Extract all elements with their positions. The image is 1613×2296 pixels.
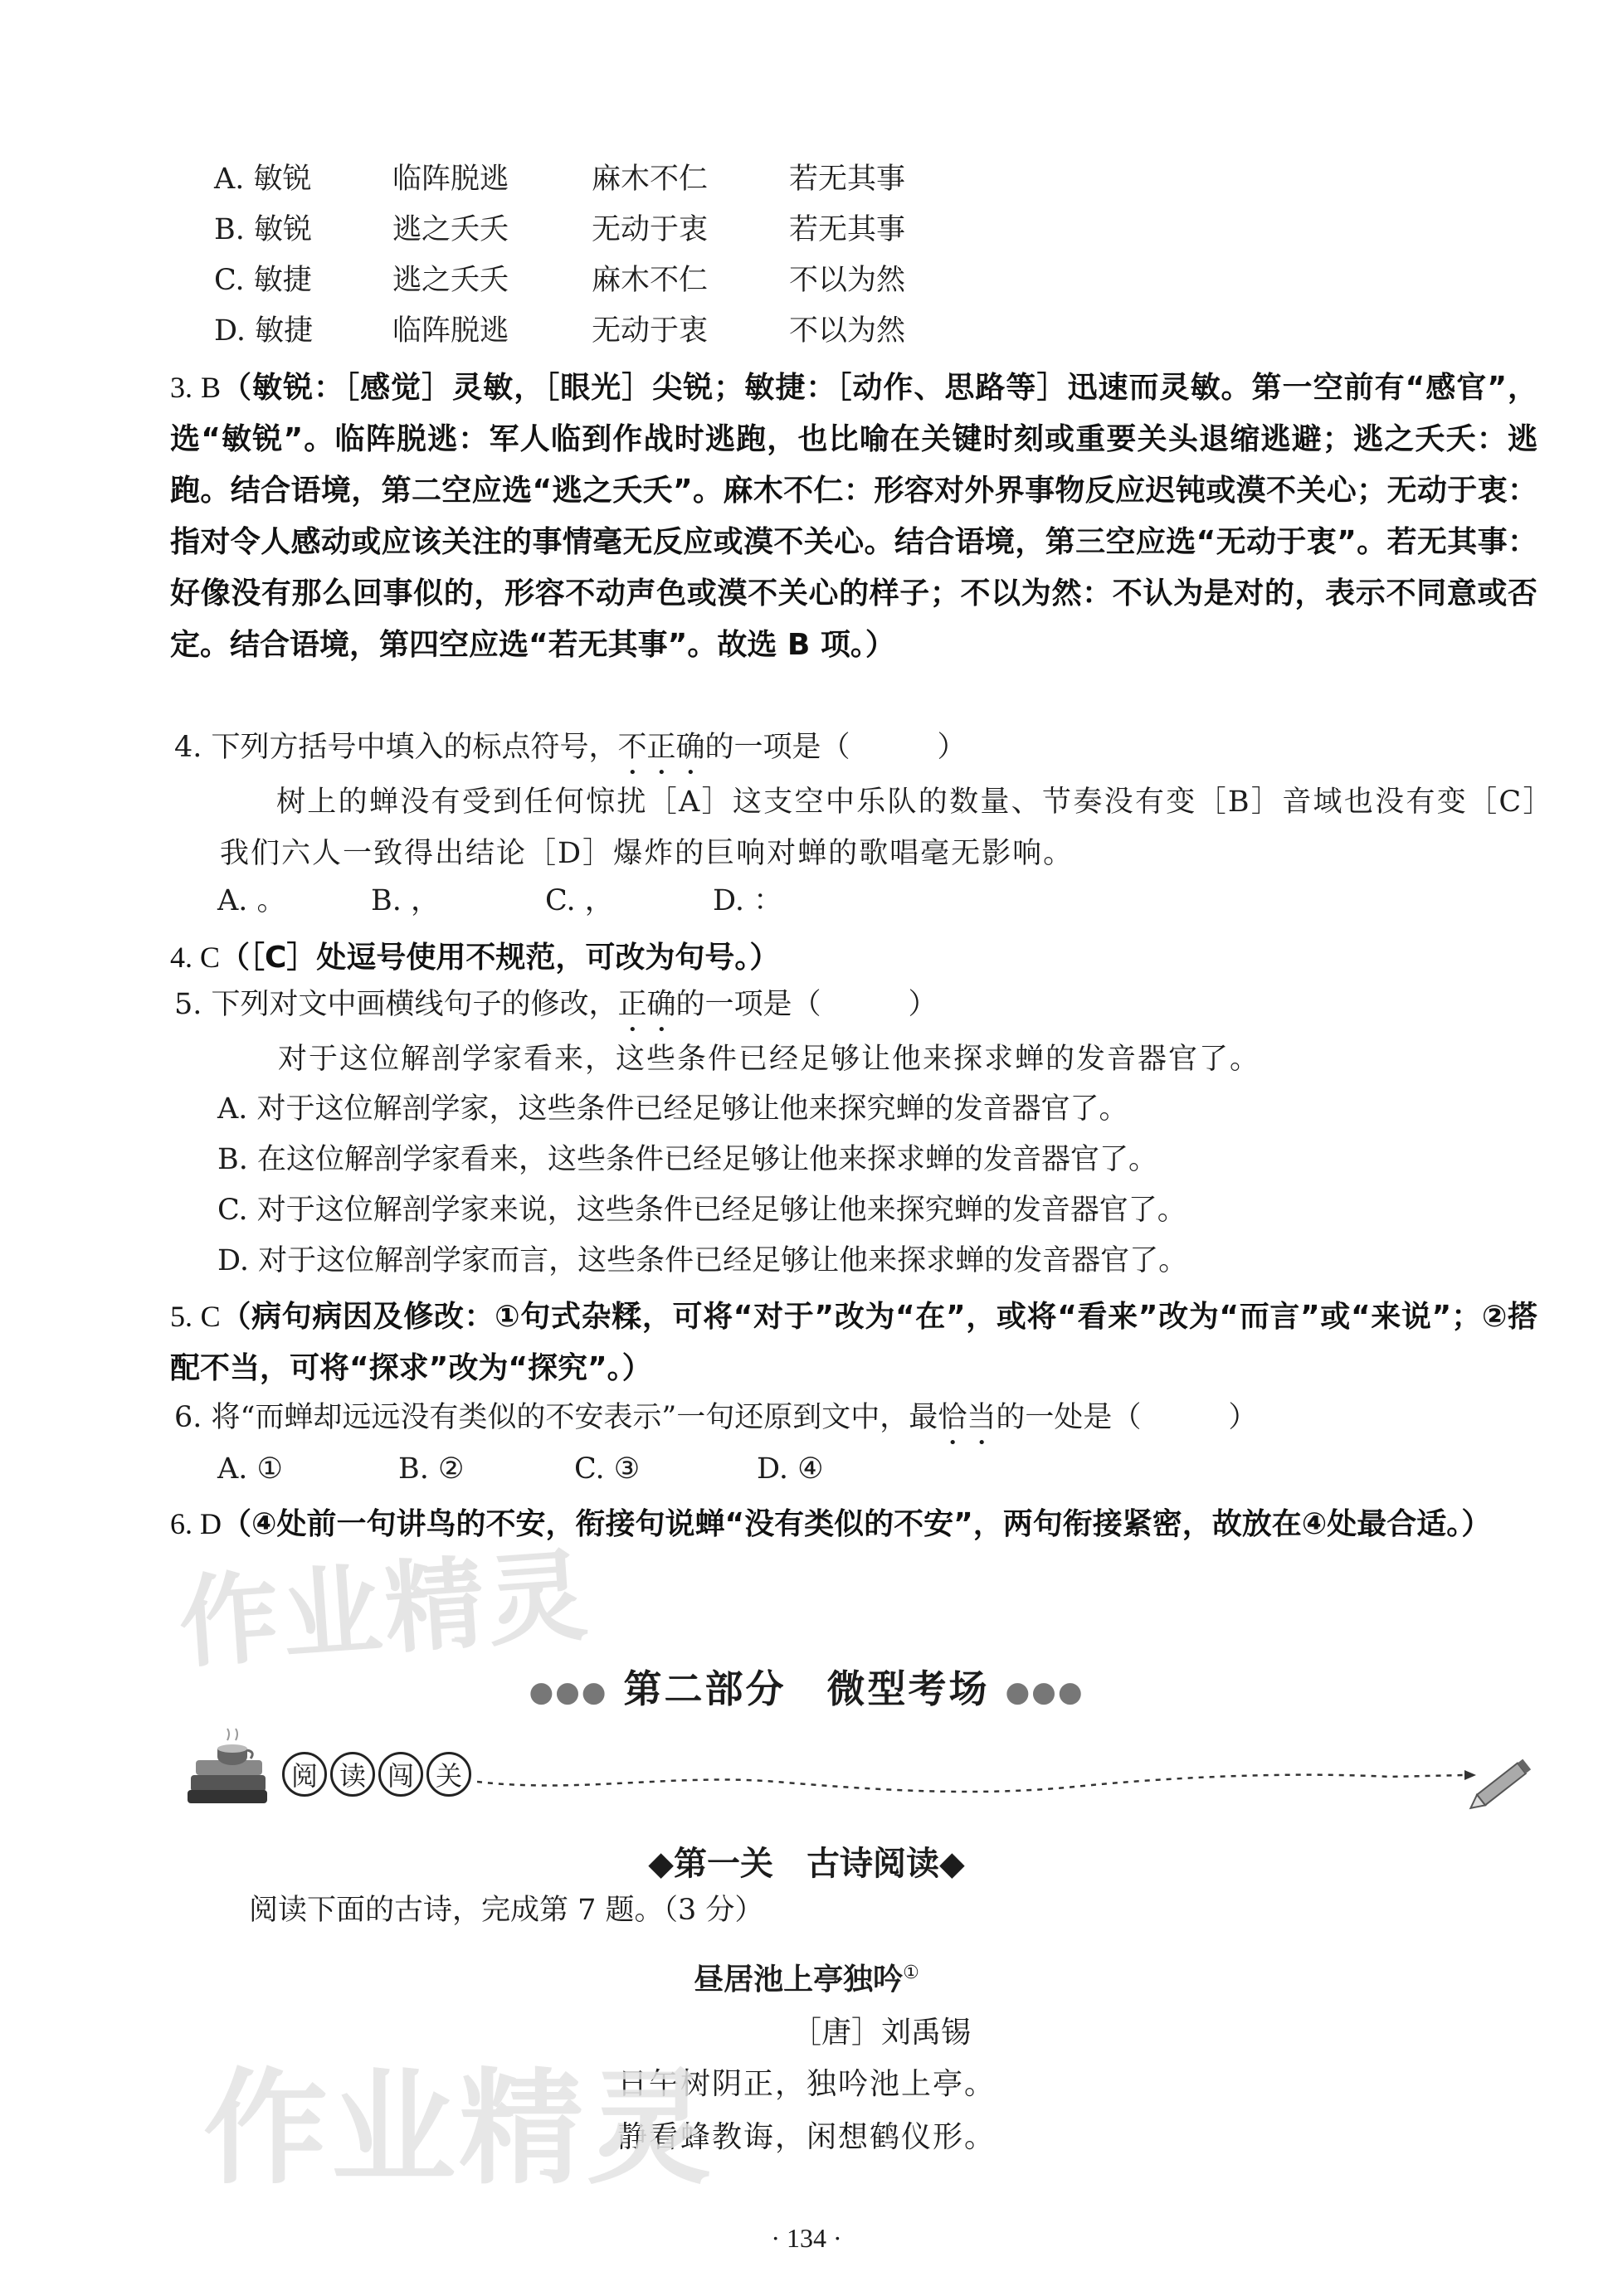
poem-author: ［唐］刘禹锡 <box>791 2016 971 2050</box>
poem-title-text: 昼居池上亭独吟 <box>694 1963 904 1997</box>
option-word: 无动于衷 <box>592 213 709 246</box>
option-c: C. ③ <box>574 1452 641 1486</box>
answer-number: 6. D <box>170 1507 222 1540</box>
option-word: 麻木不仁 <box>592 264 709 297</box>
emphasized-text: 不正确 <box>617 731 705 764</box>
q5-option-d: D. 对于这位解剖学家而言，这些条件已经足够让他来探求蝉的发音器官了。 <box>217 1244 1188 1277</box>
q5-option-c: C. 对于这位解剖学家来说，这些条件已经足够让他来探究蝉的发音器官了。 <box>217 1194 1187 1227</box>
decor-dots: ●●● <box>1005 1676 1084 1709</box>
option-word: 若无其事 <box>789 213 906 246</box>
question-5-stem <box>174 987 938 1039</box>
option-label: A. 敏锐 <box>214 163 312 196</box>
decor-dots: ●●● <box>529 1676 608 1709</box>
tag-char: 闯 <box>378 1752 423 1797</box>
q3-option-a <box>214 162 905 198</box>
stem-text: 的一项是（ ） <box>675 988 938 1021</box>
q3-option-d <box>214 314 905 350</box>
q5-option-a: A. 对于这位解剖学家，这些条件已经足够让他来探究蝉的发音器官了。 <box>217 1092 1128 1126</box>
page-number: · 134 · <box>771 2223 842 2253</box>
stem-text: 4. 下列方括号中填入的标点符号， <box>174 731 618 764</box>
q5-option-b: B. 在这位解剖学家看来，这些条件已经足够让他来探求蝉的发音器官了。 <box>217 1143 1157 1176</box>
emphasized-text: 正确 <box>617 988 676 1021</box>
option-word: 不以为然 <box>789 314 906 348</box>
option-word: 不以为然 <box>789 264 906 297</box>
option-word: 逃之夭夭 <box>392 264 509 297</box>
option-word: 麻木不仁 <box>592 163 709 196</box>
answer-number: 3. B <box>170 371 222 404</box>
stem-text: 6. 将“而蝉却远远没有类似的不安表示”一句还原到文中，最 <box>174 1401 938 1434</box>
stem-text: 5. 下列对文中画横线句子的修改， <box>174 988 618 1021</box>
stem-text: 的一项是（ ） <box>704 731 967 764</box>
emphasized-text: 恰当 <box>938 1401 997 1434</box>
q3-option-b <box>214 212 905 249</box>
answer-6 <box>170 1498 1537 1550</box>
answer-text: （病句病因及修改：①句式杂糅，可将“对于”改为“在”，或将“看来”改为“而言”或“来说”；②搭配不当，可将“探求”改为“探究”。） <box>170 1300 1537 1385</box>
section-title: 第二部分 微型考场 <box>623 1666 990 1711</box>
option-word: 逃之夭夭 <box>392 213 509 246</box>
q4-options <box>217 883 782 920</box>
answer-number: 5. C <box>170 1300 221 1333</box>
option-word: 若无其事 <box>789 163 906 196</box>
books-teacup-icon <box>184 1725 275 1808</box>
poem-line-1: 日午树阴正，独吟池上亭。 <box>616 2067 996 2101</box>
reading-tag <box>282 1752 471 1797</box>
option-b: B. ② <box>398 1452 465 1486</box>
stem-text: 的一处是（ ） <box>996 1401 1258 1434</box>
option-d: D. ④ <box>757 1452 824 1486</box>
dashed-path-pencil-icon <box>477 1757 1539 1815</box>
option-b: B. ， <box>371 884 440 917</box>
poem-line-2: 静看蜂教诲，闲想鹤仪形。 <box>616 2120 996 2154</box>
option-word: 临阵脱逃 <box>392 314 509 348</box>
option-word: 无动于衷 <box>592 314 709 348</box>
question-6-stem <box>174 1400 1257 1452</box>
option-label: B. 敏锐 <box>214 213 312 246</box>
answer-number: 4. C <box>170 941 221 974</box>
option-word: 临阵脱逃 <box>392 163 509 196</box>
watermark: 作业精灵 <box>203 2057 715 2201</box>
instruction: 阅读下面的古诗，完成第 7 题。（3 分） <box>249 1894 764 1927</box>
watermark: 作业精灵 <box>175 1538 594 1683</box>
answer-5 <box>170 1291 1537 1394</box>
option-label: C. 敏捷 <box>214 264 312 297</box>
option-label: D. 敏捷 <box>214 314 314 348</box>
q5-sentence: 对于这位解剖学家看来，这些条件已经足够让他来探求蝉的发音器官了。 <box>278 1043 1261 1076</box>
answer-text: （［C］处逗号使用不规范，可改为句号。） <box>220 941 780 975</box>
q4-passage: 树上的蝉没有受到任何惊扰［A］这支空中乐队的数量、节奏没有变［B］音域也没有变［C］我们六人一致得出结论［D］爆炸的巨响对蝉的歌唱毫无影响。 <box>220 786 1539 870</box>
question-4-stem <box>174 730 967 781</box>
q6-options <box>217 1452 823 1488</box>
tag-char: 读 <box>330 1752 375 1797</box>
option-d: D. ： <box>713 884 783 917</box>
option-a: A. 。 <box>217 884 286 917</box>
poem-title <box>0 1956 1613 1998</box>
footnote-mark: ① <box>903 1963 919 1983</box>
answer-3 <box>170 362 1537 671</box>
answer-4 <box>170 932 1537 984</box>
section-header <box>0 1659 1613 1714</box>
option-c: C. ， <box>545 884 614 917</box>
answer-text: （④处前一句讲鸟的不安，衔接句说蝉“没有类似的不安”，两句衔接紧密，故放在④处最合适。） <box>222 1507 1492 1541</box>
option-a: A. ① <box>217 1452 283 1486</box>
answer-text: （敏锐：［感觉］灵敏，［眼光］尖锐；敏捷：［动作、思路等］迅速而灵敏。第一空前有“感官”，选“敏锐”。临阵脱逃：军人临到作战时逃跑，也比喻在关键时刻或重要关头退缩逃避；逃之夭夭：逃跑。结合语境，第二空应选“逃之夭夭”。麻木不仁：形容对外界事物反应迟钝或漠不关心；无动于衷：指对令人感动或应该关注的事情毫无反应或漠不关心。结合语境，第三空应选“无动于衷”。若无其事：好像没有那么回事似的，形容不动声色或漠不关心的样子；不以为然：不认为是对的，表示不同意或否定。结合语境，第四空应选“若无其事”。故选 B 项。） <box>170 371 1537 662</box>
q3-option-c <box>214 263 905 299</box>
chapter-title: ◆第一关 古诗阅读◆ <box>648 1845 965 1883</box>
tag-char: 阅 <box>282 1752 327 1797</box>
tag-char: 关 <box>426 1752 471 1797</box>
